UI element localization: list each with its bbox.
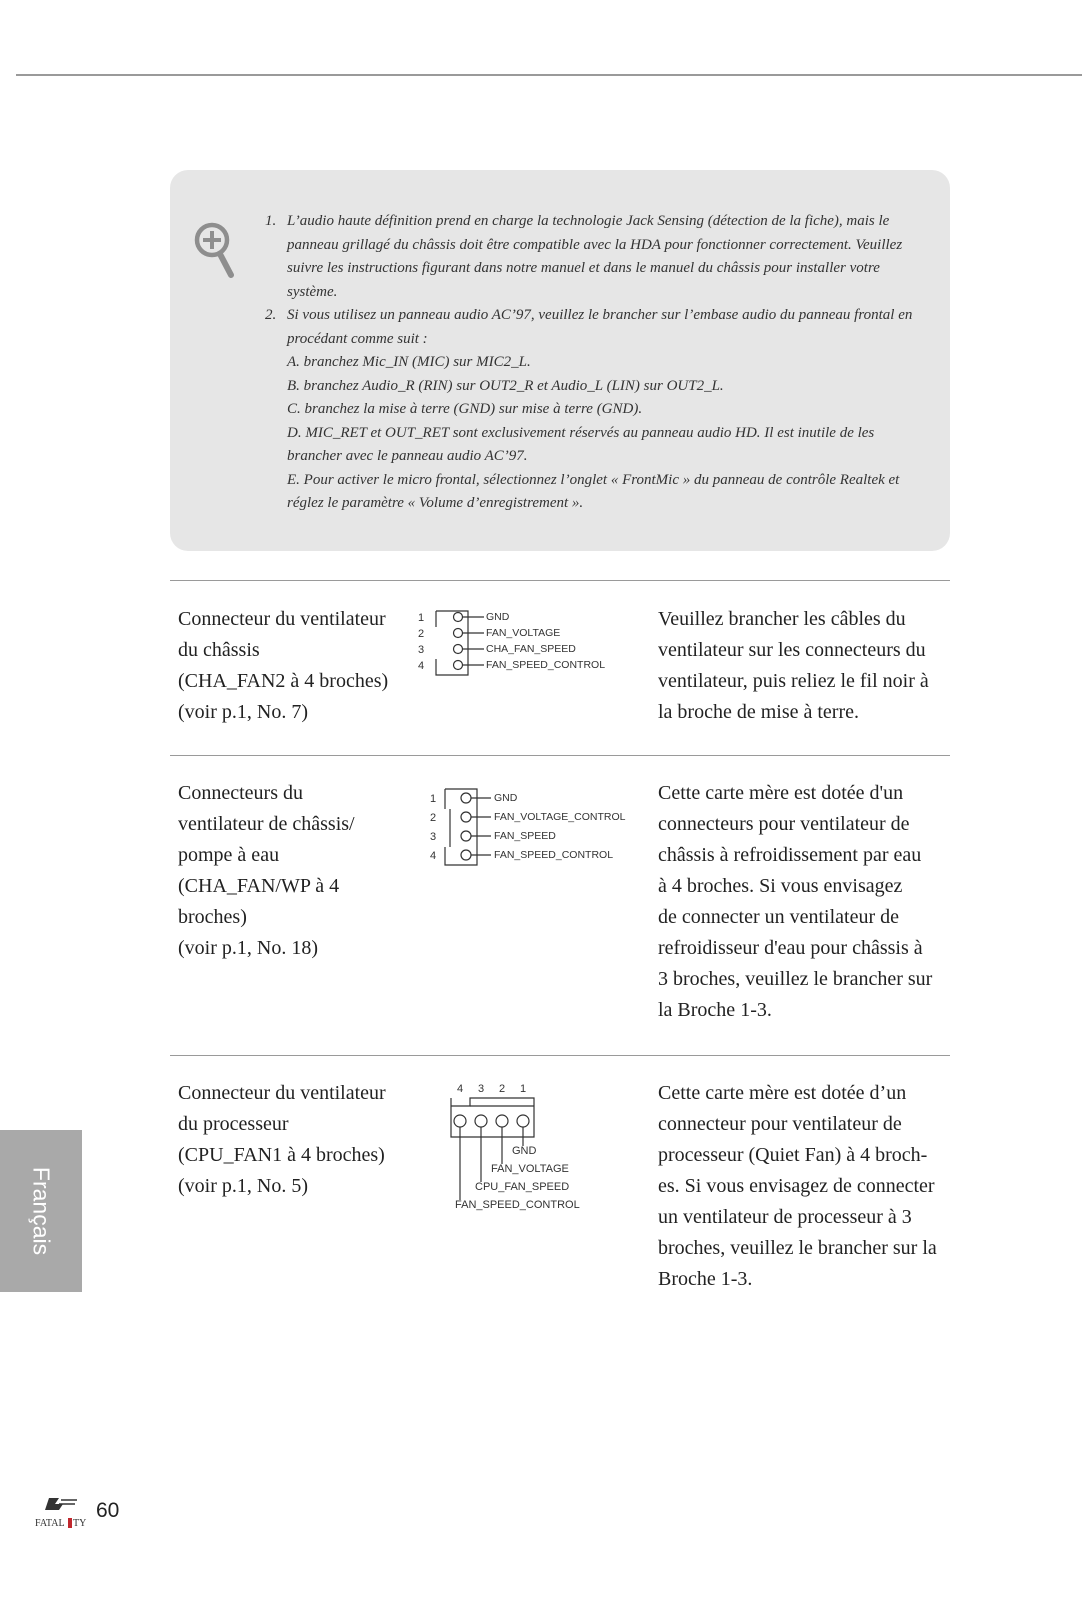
svg-text:TY: TY	[73, 1518, 87, 1529]
note-number: 1.	[265, 213, 277, 229]
title-line: broches)	[178, 906, 247, 928]
description-line: refroidisseur d'eau pour châssis à	[658, 937, 923, 959]
top-rule	[16, 74, 1082, 76]
title-line: (CHA_FAN/WP à 4	[178, 875, 340, 897]
description-line: à 4 broches. Si vous envisagez	[658, 875, 903, 897]
description-line: Veuillez brancher les câbles du	[658, 608, 906, 630]
pin-number: 3	[430, 831, 437, 843]
cha-fan2-pinout-diagram	[412, 606, 642, 680]
title-line: pompe à eau	[178, 844, 280, 866]
cha-fan-wp-description	[658, 778, 948, 1026]
description-line: châssis à refroidissement par eau	[658, 844, 922, 866]
pin-number: 1	[430, 793, 437, 805]
signal-label: GND	[494, 792, 518, 804]
note-box	[170, 170, 950, 551]
note-text: Si vous utilisez un panneau audio AC’97, veuillez le brancher sur l’embase audio du panneau frontal en procédant comme suit :	[287, 307, 913, 347]
signal-label: CPU_FAN_SPEED	[475, 1181, 570, 1193]
signal-label: FAN_VOLTAGE	[486, 627, 561, 639]
note-subitem-e: E. Pour activer le micro frontal, sélectionnez l’onglet « FrontMic » du panneau de contrôle Realtek et réglez le paramètre « Volume d’enregistrement ».	[287, 471, 900, 511]
description-line: 3 broches, veuillez le brancher sur	[658, 968, 933, 990]
cha-fan2-title	[178, 604, 403, 728]
pin-number: 3	[418, 644, 425, 656]
description-line: un ventilateur de processeur à 3	[658, 1206, 912, 1228]
signal-label: FAN_SPEED_CONTROL	[455, 1199, 580, 1211]
title-line: Connecteurs du	[178, 782, 303, 804]
description-line: la broche de mise à terre.	[658, 701, 860, 723]
cha-fan-wp-title	[178, 778, 403, 964]
description-line: Broche 1-3.	[658, 1268, 753, 1290]
pin-number: 1	[418, 612, 425, 624]
note-subitem-b: B. branchez Audio_R (RIN) sur OUT2_R et Audio_L (LIN) sur OUT2_L.	[287, 377, 724, 394]
description-line: de connecter un ventilateur de	[658, 906, 899, 928]
description-line: processeur (Quiet Fan) à 4 broch-	[658, 1144, 928, 1166]
cpu-fan1-description	[658, 1078, 948, 1295]
description-line: connecteurs pour ventilateur de	[658, 813, 910, 835]
title-line: (voir p.1, No. 7)	[178, 701, 308, 723]
language-tab-label: Français	[28, 1166, 55, 1256]
pin-number: 3	[477, 1083, 485, 1095]
description-line: broches, veuillez le brancher sur la	[658, 1237, 937, 1259]
description-line: connecteur pour ventilateur de	[658, 1113, 902, 1135]
note-subitem-c: C. branchez la mise à terre (GND) sur mise à terre (GND).	[287, 401, 643, 417]
fatal1ty-logo	[35, 1496, 89, 1536]
signal-label: FAN_SPEED	[494, 830, 556, 842]
signal-label: FAN_SPEED_CONTROL	[494, 849, 614, 861]
cpu-fan1-title	[178, 1078, 403, 1202]
svg-text:FATAL: FATAL	[35, 1518, 65, 1529]
cha-fan-wp-pinout-diagram	[425, 787, 640, 871]
pin-number: 2	[430, 812, 437, 824]
description-line: la Broche 1-3.	[658, 999, 772, 1021]
title-line: du châssis	[178, 639, 260, 661]
pin-number: 4	[430, 850, 437, 862]
title-line: (CHA_FAN2 à 4 broches)	[178, 670, 389, 692]
title-line: (voir p.1, No. 5)	[178, 1175, 308, 1197]
title-line: Connecteur du ventilateur	[178, 608, 386, 630]
language-tab	[0, 1130, 82, 1292]
pin-number: 4	[456, 1083, 464, 1095]
pin-number: 2	[498, 1083, 506, 1095]
note-list	[265, 210, 915, 516]
cpu-fan1-pinout-diagram	[450, 1080, 620, 1224]
description-line: ventilateur sur les connecteurs du	[658, 639, 926, 661]
description-line: ventilateur, puis reliez le fil noir à	[658, 670, 929, 692]
note-subitem-d: D. MIC_RET et OUT_RET sont exclusivement réservés au panneau audio HD. Il est inutile de les brancher avec le panneau audio AC’97.	[287, 424, 875, 464]
section-divider	[170, 755, 950, 756]
note-item-1	[265, 210, 915, 304]
cha-fan2-description	[658, 604, 948, 728]
note-subitem-a: A. branchez Mic_IN (MIC) sur MIC2_L.	[287, 354, 531, 370]
signal-label: CHA_FAN_SPEED	[486, 643, 576, 655]
signal-label: FAN_VOLTAGE	[491, 1163, 569, 1175]
title-line: Connecteur du ventilateur	[178, 1082, 386, 1104]
note-item-2	[265, 304, 915, 516]
title-line: (voir p.1, No. 18)	[178, 937, 318, 959]
signal-label: FAN_SPEED_CONTROL	[486, 659, 606, 671]
description-line: Cette carte mère est dotée d'un	[658, 782, 904, 804]
pin-number: 2	[418, 628, 425, 640]
section-divider	[170, 1055, 950, 1056]
description-line: es. Si vous envisagez de connecter	[658, 1175, 935, 1197]
section-divider	[170, 580, 950, 581]
pin-number: 1	[519, 1083, 527, 1095]
signal-label: FAN_VOLTAGE_CONTROL	[494, 811, 626, 823]
note-text: L’audio haute définition prend en charge la technologie Jack Sensing (détection de la fiche), mais le panneau grillagé du châssis doit être compatible avec la HDA pour fonctionner correctement. Veuillez suivre les instructions figurant dans notre manuel et dans le manuel du châssis pour installer votre système.	[287, 213, 903, 300]
title-line: du processeur	[178, 1113, 289, 1135]
note-number: 2.	[265, 307, 277, 323]
signal-label: GND	[486, 611, 510, 623]
title-line: (CPU_FAN1 à 4 broches)	[178, 1144, 385, 1166]
description-line: Cette carte mère est dotée d’un	[658, 1082, 907, 1104]
signal-label: GND	[512, 1145, 537, 1157]
title-line: ventilateur de châssis/	[178, 813, 355, 835]
page-number: 60	[96, 1499, 120, 1522]
zoom-in-icon	[194, 220, 238, 282]
pin-number: 4	[418, 660, 425, 672]
